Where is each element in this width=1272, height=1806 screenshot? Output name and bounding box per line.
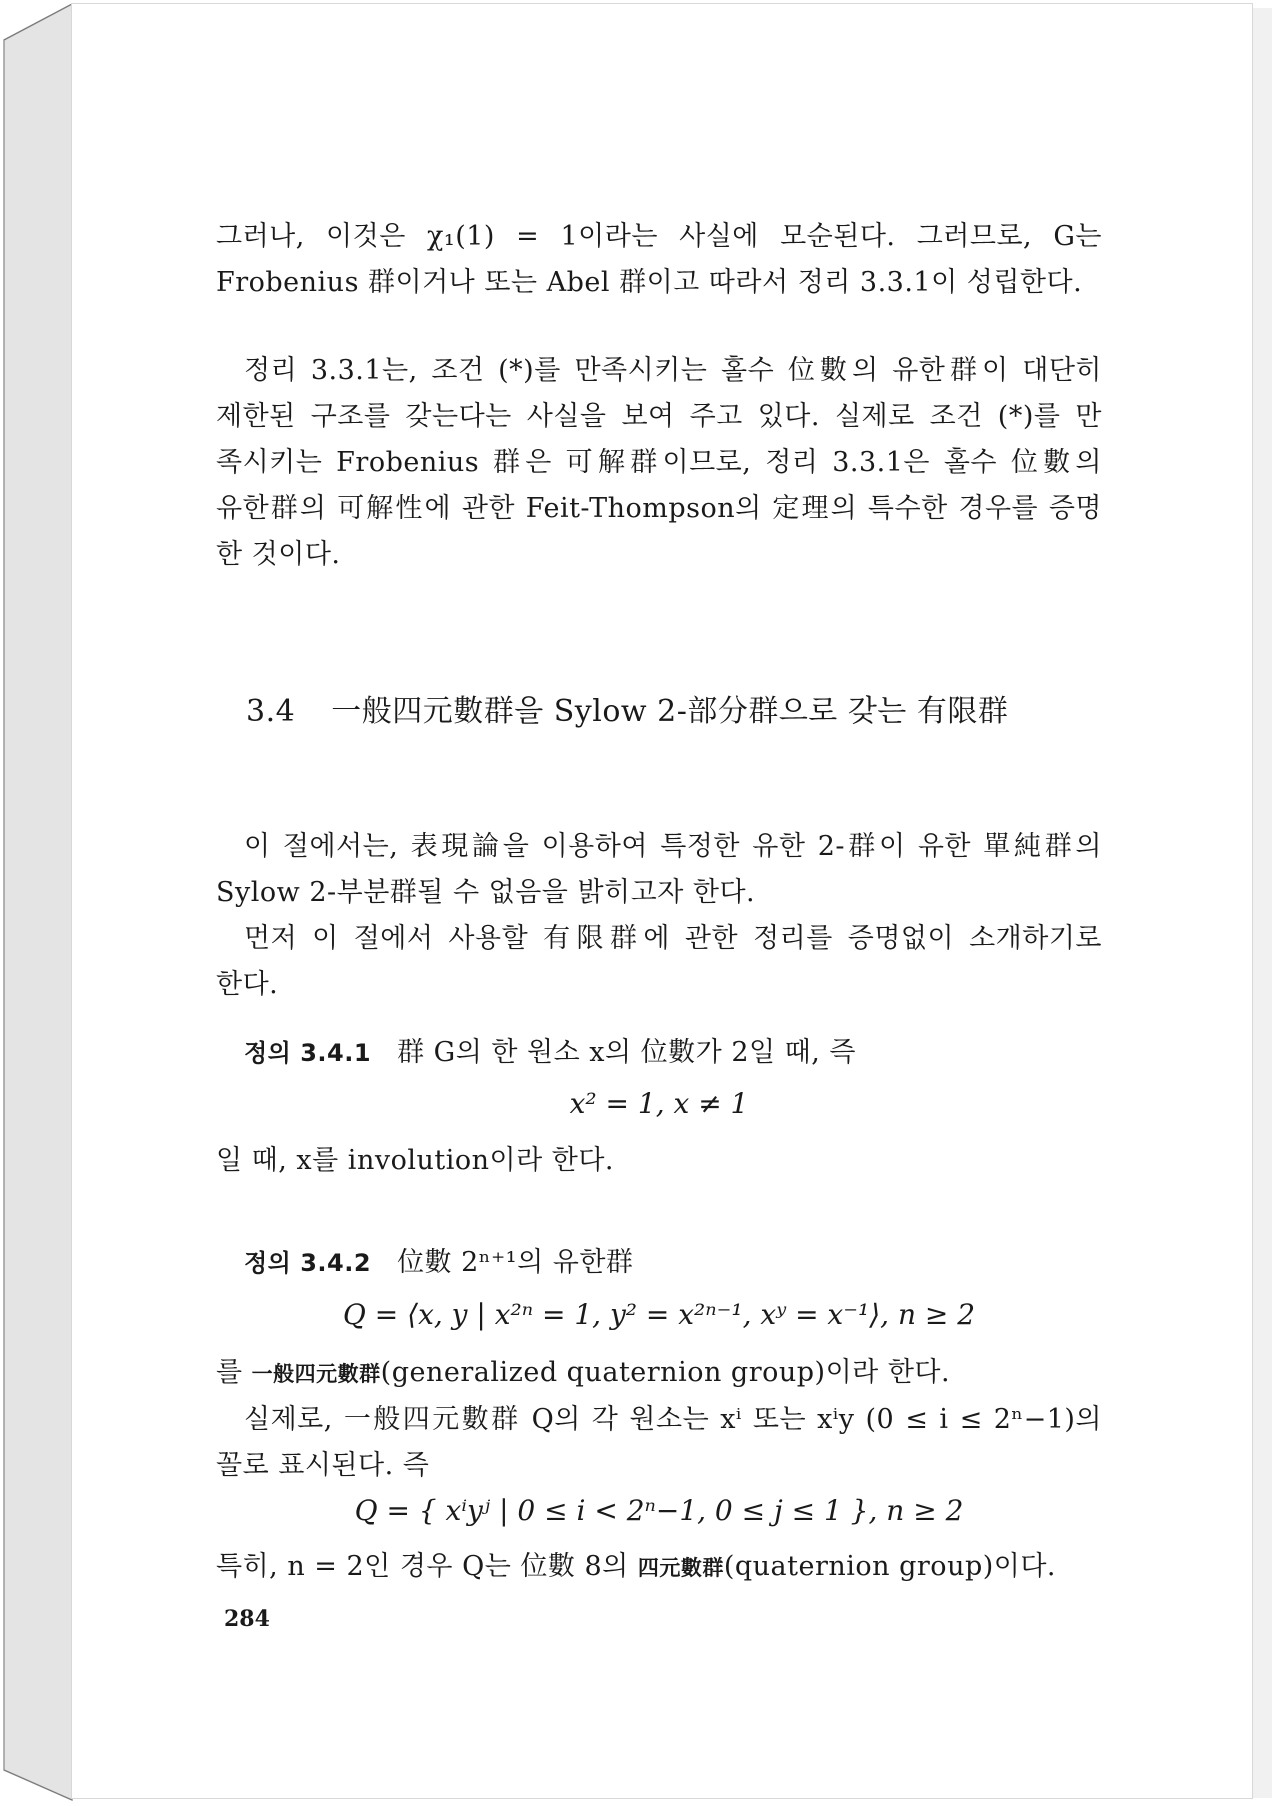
- page-number: 284: [224, 1606, 270, 1632]
- text-line: [216, 1544, 1102, 1591]
- text-line: 그러나, 이것은 χ₁(1) = 1이라는 사실에 모순된다. 그러므로, G는: [216, 221, 1102, 252]
- text-fragment: (generalized quaternion group)이라 한다.: [380, 1357, 951, 1388]
- definition-label: 정의 3.4.2: [244, 1249, 372, 1277]
- section-heading: [246, 686, 1008, 730]
- definition-3-4-2-end: [216, 1544, 1102, 1591]
- text-line: 실제로, 一般四元數群 Q의 각 원소는 xⁱ 또는 xⁱy (0 ≤ i ≤ 2ⁿ−1)의: [244, 1404, 1102, 1435]
- definition-text: 群 G의 한 원소 x의 位數가 2일 때, 즉: [397, 1037, 857, 1068]
- text-fragment: (quaternion group)이다.: [723, 1551, 1057, 1582]
- definition-line: [216, 1240, 1102, 1286]
- definition-3-4-2: [216, 1240, 1102, 1286]
- text-line: 일 때, x를 involution이라 한다.: [216, 1145, 614, 1176]
- definition-text: 位數 2ⁿ⁺¹의 유한群: [397, 1247, 634, 1278]
- paragraph-intro: [216, 824, 1102, 1008]
- text-line: 한 것이다.: [216, 539, 341, 570]
- paragraph-remark: [216, 348, 1102, 578]
- definition-3-4-2-body: [216, 1350, 1102, 1489]
- bold-term: 一般四元數群: [251, 1362, 381, 1386]
- text-line: 꼴로 표시된다. 즉: [216, 1450, 430, 1481]
- bold-term: 四元數群: [637, 1556, 724, 1580]
- formula-involution: x² = 1, x ≠ 1: [569, 1087, 749, 1120]
- formula-generalized-quaternion: Q = ⟨x, y | x²ⁿ = 1, y² = x²ⁿ⁻¹, xʸ = x⁻¹⟩, n ≥ 2: [342, 1298, 976, 1331]
- formula-quaternion-elements: Q = { xⁱyʲ | 0 ≤ i < 2ⁿ−1, 0 ≤ j ≤ 1 }, n ≥ 2: [354, 1494, 964, 1527]
- section-number: 3.4: [246, 694, 296, 729]
- text-line: 한다.: [216, 969, 279, 1000]
- paragraph-conclusion: [216, 214, 1102, 306]
- text-line: 제한된 구조를 갖는다는 사실을 보여 주고 있다. 실제로 조건 (*)를 만: [216, 401, 1102, 432]
- text-line: 유한群의 可解性에 관한 Feit-Thompson의 定理의 특수한 경우를 증명: [216, 493, 1102, 524]
- book-page: [72, 4, 1252, 1798]
- text-fragment: 를: [216, 1357, 252, 1388]
- text-line: 먼저 이 절에서 사용할 有限群에 관한 정리를 증명없이 소개하기로: [244, 923, 1102, 954]
- definition-3-4-1-end: [216, 1138, 1102, 1184]
- text-line: Frobenius 群이거나 또는 Abel 群이고 따라서 정리 3.3.1이 성립한다.: [216, 267, 1083, 298]
- text-line: [216, 1350, 1102, 1397]
- text-line: Sylow 2-부분群될 수 없음을 밝히고자 한다.: [216, 877, 756, 908]
- text-line: 정리 3.3.1는, 조건 (*)를 만족시키는 홀수 位數의 유한群이 대단히: [244, 355, 1102, 386]
- text-line: 족시키는 Frobenius 群은 可解群이므로, 정리 3.3.1은 홀수 位數의: [216, 447, 1102, 478]
- definition-line: [216, 1030, 1102, 1076]
- text-line: 이 절에서는, 表現論을 이용하여 특정한 유한 2-群이 유한 單純群의: [244, 831, 1102, 862]
- text-fragment: 특히, n = 2인 경우 Q는 位數 8의: [216, 1551, 638, 1582]
- definition-3-4-1: [216, 1030, 1102, 1076]
- definition-label: 정의 3.4.1: [244, 1039, 372, 1067]
- section-title: 一般四元數群을 Sylow 2-部分群으로 갖는 有限群: [331, 694, 1009, 729]
